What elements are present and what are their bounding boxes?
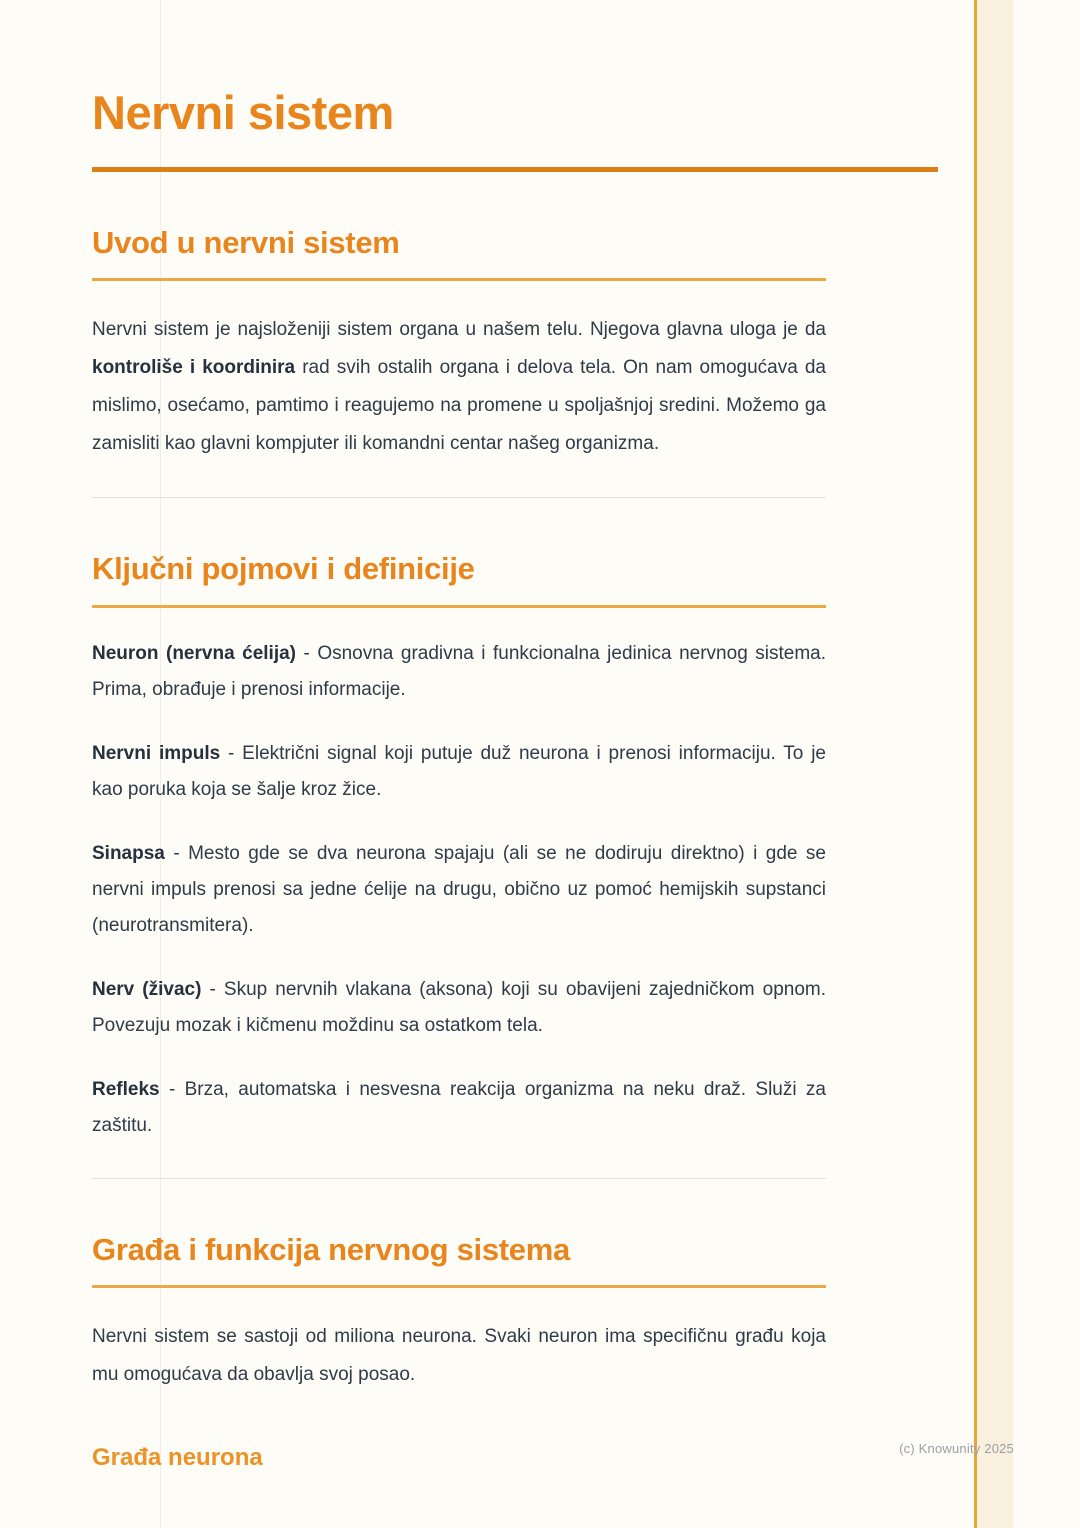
definition-term: Refleks <box>92 1078 160 1100</box>
right-margin-line <box>974 0 977 1528</box>
right-margin-strip <box>977 0 1013 1528</box>
definition-term: Nerv (živac) <box>92 978 202 1000</box>
definition-desc: - Mesto gde se dva neurona spajaju (ali se ne dodiruju direktno) i gde se nervni impuls prenosi sa jedne ćelije na drugu, obično uz pomoć hemijskih supstanci (neurotransmitera). <box>92 842 826 936</box>
definition-desc: - Brza, automatska i nesvesna reakcija organizma na neku draž. Služi za zaštitu. <box>92 1078 826 1136</box>
definition-term: Sinapsa <box>92 842 165 864</box>
structure-heading: Građa i funkcija nervnog sistema <box>92 1233 826 1288</box>
definition-item <box>92 836 826 944</box>
intro-text-bold: kontroliše i koordinira <box>92 357 296 379</box>
section-intro <box>92 226 826 463</box>
definitions-heading: Ključni pojmovi i definicije <box>92 552 826 607</box>
intro-paragraph <box>92 311 826 463</box>
definition-item <box>92 1072 826 1144</box>
definition-desc: - Električni signal koji putuje duž neurona i prenosi informaciju. To je kao poruka koja se šalje kroz žice. <box>92 742 826 800</box>
structure-paragraph: Nervni sistem se sastoji od miliona neurona. Svaki neuron ima specifičnu građu koja mu omogućava da obavlja svoj posao. <box>92 1325 826 1385</box>
section-structure <box>92 1233 826 1472</box>
footer-credit: (c) Knowunity 2025 <box>899 1441 1014 1456</box>
definition-desc: - Osnovna gradivna i funkcionalna jedinica nervnog sistema. Prima, obrađuje i prenosi informacije. <box>92 642 826 700</box>
page-title: Nervni sistem <box>92 86 394 139</box>
intro-heading: Uvod u nervni sistem <box>92 226 826 281</box>
intro-text-post: rad svih ostalih organa i delova tela. On nam omogućava da mislimo, osećamo, pamtimo i reagujemo na promene u spoljašnjoj sredini. Možemo ga zamisliti kao glavni kompjuter ili komandni centar našeg organizma. <box>92 357 826 455</box>
section-divider-1 <box>92 497 826 498</box>
intro-text-pre: Nervni sistem je najsloženiji sistem organa u našem telu. Njegova glavna uloga je da <box>92 319 826 341</box>
definition-item <box>92 636 826 708</box>
section-definitions <box>92 552 826 1143</box>
definition-item <box>92 736 826 808</box>
definition-term: Neuron (nervna ćelija) <box>92 642 296 664</box>
title-rule <box>92 167 938 172</box>
definition-item <box>92 972 826 1044</box>
structure-subheading: Građa neurona <box>92 1443 263 1471</box>
section-divider-2 <box>92 1178 826 1179</box>
definition-desc: - Skup nervnih vlakana (aksona) koji su obavijeni zajedničkom opnom. Povezuju mozak i kičmenu moždinu sa ostatkom tela. <box>92 978 827 1036</box>
definition-term: Nervni impuls <box>92 742 221 764</box>
